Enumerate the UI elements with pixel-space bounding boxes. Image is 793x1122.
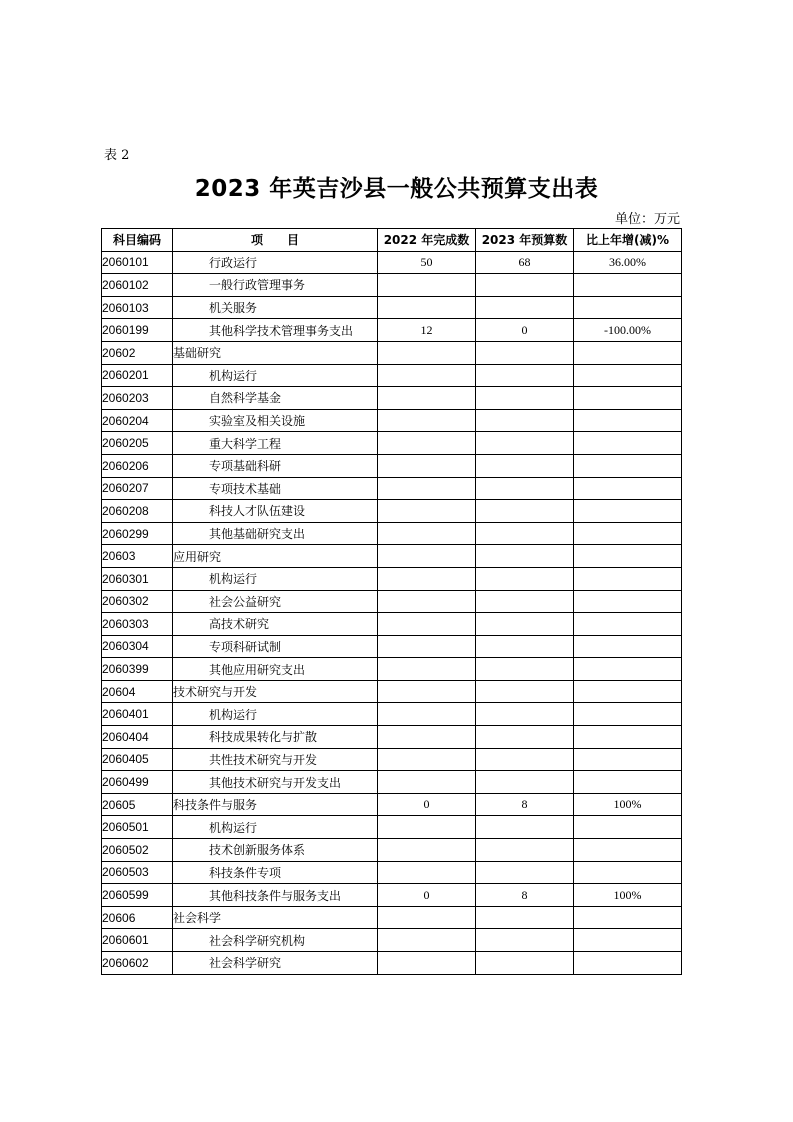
table-body <box>102 251 682 974</box>
item-name-cell: 机构运行 <box>173 364 378 387</box>
item-name-cell: 技术研究与开发 <box>173 680 378 703</box>
budget-2023-cell <box>476 296 574 319</box>
budget-2023-cell: 0 <box>476 319 574 342</box>
budget-2023-cell: 68 <box>476 251 574 274</box>
actual-2022-cell <box>378 522 476 545</box>
actual-2022-cell <box>378 635 476 658</box>
actual-2022-cell <box>378 906 476 929</box>
change-pct-cell: 100% <box>574 884 682 907</box>
table-row <box>102 793 682 816</box>
budget-2023-cell <box>476 454 574 477</box>
code-cell: 2060405 <box>102 748 173 771</box>
table-row <box>102 680 682 703</box>
item-name-cell: 实验室及相关设施 <box>173 409 378 432</box>
budget-2023-cell <box>476 432 574 455</box>
item-name-cell: 重大科学工程 <box>173 432 378 455</box>
table-row <box>102 861 682 884</box>
code-cell: 20606 <box>102 906 173 929</box>
table-row <box>102 952 682 975</box>
budget-table <box>101 228 682 975</box>
budget-2023-cell <box>476 680 574 703</box>
change-pct-cell <box>574 545 682 568</box>
actual-2022-cell <box>378 545 476 568</box>
code-cell: 2060199 <box>102 319 173 342</box>
table-row <box>102 251 682 274</box>
code-cell: 2060204 <box>102 409 173 432</box>
code-cell: 2060102 <box>102 274 173 297</box>
change-pct-cell <box>574 454 682 477</box>
item-name-cell: 科技条件与服务 <box>173 793 378 816</box>
actual-2022-cell <box>378 432 476 455</box>
change-pct-cell <box>574 748 682 771</box>
code-cell: 2060401 <box>102 703 173 726</box>
change-pct-cell: 100% <box>574 793 682 816</box>
actual-2022-cell <box>378 613 476 636</box>
code-cell: 20604 <box>102 680 173 703</box>
item-name-cell: 机构运行 <box>173 567 378 590</box>
change-pct-cell <box>574 296 682 319</box>
table-row <box>102 839 682 862</box>
item-name-cell: 专项科研试制 <box>173 635 378 658</box>
change-pct-cell <box>574 658 682 681</box>
change-pct-cell <box>574 952 682 975</box>
item-name-cell: 其他应用研究支出 <box>173 658 378 681</box>
actual-2022-cell <box>378 680 476 703</box>
item-name-cell: 其他科学技术管理事务支出 <box>173 319 378 342</box>
table-row <box>102 387 682 410</box>
code-cell: 20605 <box>102 793 173 816</box>
code-cell: 20602 <box>102 341 173 364</box>
change-pct-cell <box>574 861 682 884</box>
item-name-cell: 机关服务 <box>173 296 378 319</box>
change-pct-cell <box>574 341 682 364</box>
item-name-cell: 专项基础科研 <box>173 454 378 477</box>
item-name-cell: 社会公益研究 <box>173 590 378 613</box>
item-name-cell: 技术创新服务体系 <box>173 839 378 862</box>
budget-2023-cell <box>476 409 574 432</box>
table-row <box>102 432 682 455</box>
actual-2022-cell <box>378 816 476 839</box>
header-item: 项 目 <box>173 229 378 252</box>
actual-2022-cell <box>378 929 476 952</box>
table-row <box>102 454 682 477</box>
change-pct-cell <box>574 364 682 387</box>
change-pct-cell <box>574 816 682 839</box>
table-row <box>102 500 682 523</box>
change-pct-cell <box>574 274 682 297</box>
header-code: 科目编码 <box>102 229 173 252</box>
change-pct-cell <box>574 929 682 952</box>
budget-2023-cell <box>476 771 574 794</box>
change-pct-cell <box>574 906 682 929</box>
change-pct-cell <box>574 409 682 432</box>
actual-2022-cell <box>378 477 476 500</box>
budget-2023-cell <box>476 364 574 387</box>
budget-2023-cell <box>476 635 574 658</box>
code-cell: 2060301 <box>102 567 173 590</box>
table-row <box>102 929 682 952</box>
budget-2023-cell: 8 <box>476 884 574 907</box>
table-row <box>102 726 682 749</box>
table-row <box>102 567 682 590</box>
actual-2022-cell <box>378 274 476 297</box>
code-cell: 2060601 <box>102 929 173 952</box>
actual-2022-cell <box>378 567 476 590</box>
change-pct-cell <box>574 613 682 636</box>
code-cell: 2060399 <box>102 658 173 681</box>
item-name-cell: 专项技术基础 <box>173 477 378 500</box>
item-name-cell: 高技术研究 <box>173 613 378 636</box>
table-row <box>102 635 682 658</box>
change-pct-cell <box>574 726 682 749</box>
actual-2022-cell <box>378 590 476 613</box>
budget-2023-cell <box>476 522 574 545</box>
actual-2022-cell <box>378 726 476 749</box>
budget-2023-cell <box>476 952 574 975</box>
header-2023-budget: 2023 年预算数 <box>476 229 574 252</box>
budget-2023-cell <box>476 613 574 636</box>
budget-2023-cell <box>476 861 574 884</box>
actual-2022-cell: 0 <box>378 884 476 907</box>
actual-2022-cell: 12 <box>378 319 476 342</box>
item-name-cell: 一般行政管理事务 <box>173 274 378 297</box>
table-row <box>102 319 682 342</box>
code-cell: 2060303 <box>102 613 173 636</box>
budget-2023-cell <box>476 590 574 613</box>
budget-2023-cell <box>476 341 574 364</box>
budget-2023-cell <box>476 929 574 952</box>
budget-2023-cell <box>476 500 574 523</box>
code-cell: 2060501 <box>102 816 173 839</box>
table-row <box>102 545 682 568</box>
code-cell: 2060499 <box>102 771 173 794</box>
table-header-row <box>102 229 682 252</box>
table-row <box>102 477 682 500</box>
budget-2023-cell <box>476 545 574 568</box>
actual-2022-cell <box>378 952 476 975</box>
code-cell: 2060599 <box>102 884 173 907</box>
code-cell: 2060503 <box>102 861 173 884</box>
budget-2023-cell <box>476 906 574 929</box>
code-cell: 2060208 <box>102 500 173 523</box>
code-cell: 20603 <box>102 545 173 568</box>
item-name-cell: 科技成果转化与扩散 <box>173 726 378 749</box>
change-pct-cell <box>574 522 682 545</box>
actual-2022-cell: 50 <box>378 251 476 274</box>
budget-2023-cell <box>476 839 574 862</box>
table-label: 表 2 <box>104 148 130 163</box>
code-cell: 2060304 <box>102 635 173 658</box>
budget-2023-cell <box>476 387 574 410</box>
budget-2023-cell: 8 <box>476 793 574 816</box>
item-name-cell: 应用研究 <box>173 545 378 568</box>
change-pct-cell <box>574 567 682 590</box>
budget-2023-cell <box>476 816 574 839</box>
budget-2023-cell <box>476 567 574 590</box>
change-pct-cell <box>574 635 682 658</box>
code-cell: 2060206 <box>102 454 173 477</box>
code-cell: 2060299 <box>102 522 173 545</box>
change-pct-cell <box>574 477 682 500</box>
actual-2022-cell <box>378 454 476 477</box>
change-pct-cell <box>574 839 682 862</box>
code-cell: 2060302 <box>102 590 173 613</box>
code-cell: 2060602 <box>102 952 173 975</box>
budget-2023-cell <box>476 658 574 681</box>
item-name-cell: 其他科技条件与服务支出 <box>173 884 378 907</box>
actual-2022-cell <box>378 771 476 794</box>
table-row <box>102 296 682 319</box>
table-row <box>102 613 682 636</box>
budget-2023-cell <box>476 703 574 726</box>
change-pct-cell <box>574 771 682 794</box>
actual-2022-cell <box>378 748 476 771</box>
item-name-cell: 基础研究 <box>173 341 378 364</box>
item-name-cell: 社会科学研究 <box>173 952 378 975</box>
item-name-cell: 其他技术研究与开发支出 <box>173 771 378 794</box>
actual-2022-cell <box>378 839 476 862</box>
actual-2022-cell <box>378 409 476 432</box>
change-pct-cell <box>574 432 682 455</box>
item-name-cell: 科技人才队伍建设 <box>173 500 378 523</box>
table-row <box>102 771 682 794</box>
change-pct-cell <box>574 680 682 703</box>
code-cell: 2060404 <box>102 726 173 749</box>
table-row <box>102 906 682 929</box>
code-cell: 2060502 <box>102 839 173 862</box>
unit-label: 单位：万元 <box>614 212 680 227</box>
actual-2022-cell: 0 <box>378 793 476 816</box>
code-cell: 2060101 <box>102 251 173 274</box>
actual-2022-cell <box>378 658 476 681</box>
table-row <box>102 816 682 839</box>
table-row <box>102 409 682 432</box>
code-cell: 2060207 <box>102 477 173 500</box>
actual-2022-cell <box>378 387 476 410</box>
change-pct-cell <box>574 590 682 613</box>
budget-2023-cell <box>476 477 574 500</box>
budget-2023-cell <box>476 726 574 749</box>
actual-2022-cell <box>378 861 476 884</box>
change-pct-cell <box>574 703 682 726</box>
change-pct-cell <box>574 500 682 523</box>
change-pct-cell: -100.00% <box>574 319 682 342</box>
code-cell: 2060103 <box>102 296 173 319</box>
page-title: 2023 年英吉沙县一般公共预算支出表 <box>194 176 599 202</box>
change-pct-cell: 36.00% <box>574 251 682 274</box>
header-change-pct: 比上年增(减)% <box>574 229 682 252</box>
item-name-cell: 社会科学研究机构 <box>173 929 378 952</box>
table-row <box>102 884 682 907</box>
header-2022-actual: 2022 年完成数 <box>378 229 476 252</box>
item-name-cell: 自然科学基金 <box>173 387 378 410</box>
table-row <box>102 364 682 387</box>
code-cell: 2060201 <box>102 364 173 387</box>
change-pct-cell <box>574 387 682 410</box>
table-row <box>102 274 682 297</box>
actual-2022-cell <box>378 364 476 387</box>
table-row <box>102 590 682 613</box>
item-name-cell: 机构运行 <box>173 703 378 726</box>
actual-2022-cell <box>378 296 476 319</box>
code-cell: 2060203 <box>102 387 173 410</box>
item-name-cell: 其他基础研究支出 <box>173 522 378 545</box>
item-name-cell: 机构运行 <box>173 816 378 839</box>
table-row <box>102 658 682 681</box>
item-name-cell: 行政运行 <box>173 251 378 274</box>
table-row <box>102 748 682 771</box>
table-row <box>102 341 682 364</box>
item-name-cell: 共性技术研究与开发 <box>173 748 378 771</box>
table-row <box>102 703 682 726</box>
actual-2022-cell <box>378 341 476 364</box>
actual-2022-cell <box>378 703 476 726</box>
budget-2023-cell <box>476 274 574 297</box>
item-name-cell: 社会科学 <box>173 906 378 929</box>
table-row <box>102 522 682 545</box>
code-cell: 2060205 <box>102 432 173 455</box>
budget-2023-cell <box>476 748 574 771</box>
actual-2022-cell <box>378 500 476 523</box>
item-name-cell: 科技条件专项 <box>173 861 378 884</box>
